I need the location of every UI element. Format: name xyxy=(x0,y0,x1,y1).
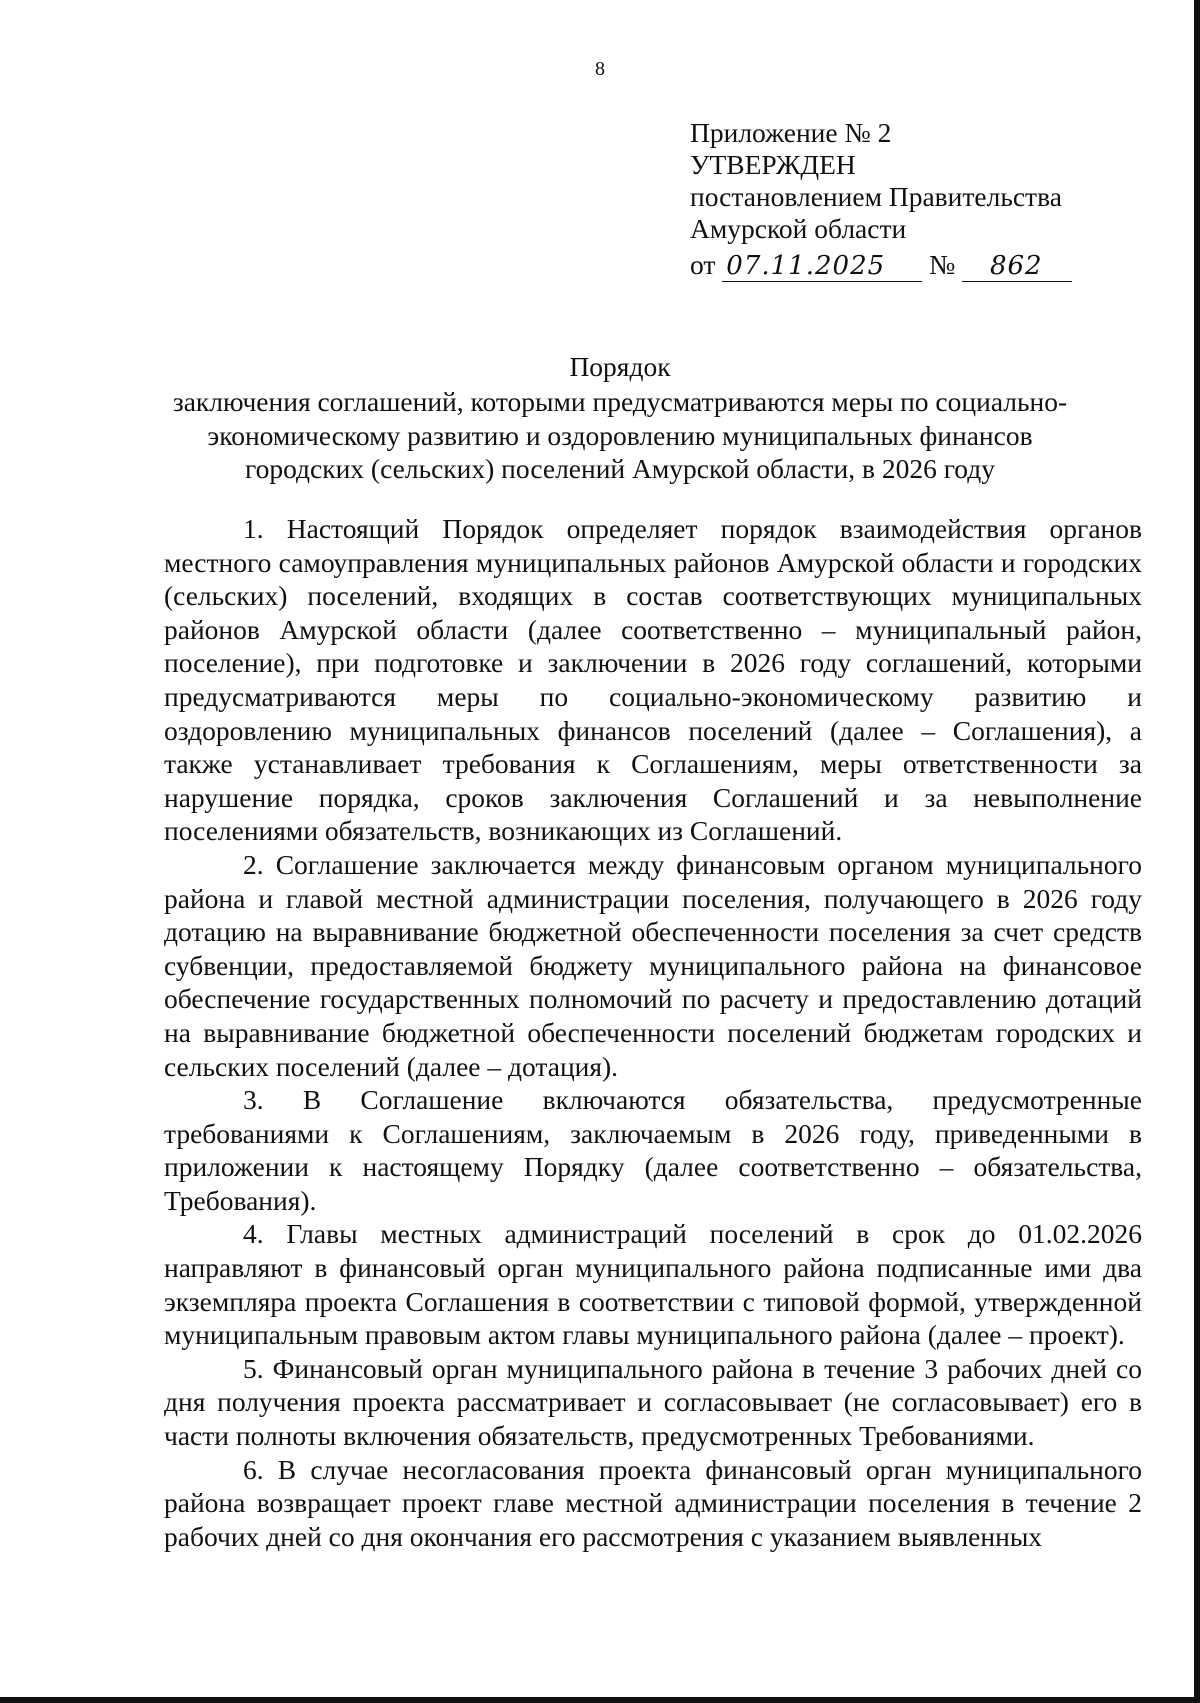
paragraph-5: 5. Финансовый орган муниципального района в течение 3 рабочих дней со дня получения проекта рассматривает и согласовывает (не согласовывает) его в части полноты включения обязательств, предусмотренных Требованиями. xyxy=(164,1352,1142,1452)
paragraph-3: 3. В Соглашение включаются обязательства, предусмотренные требованиями к Соглашениям, заключаемым в 2026 году, приведенными в приложении к настоящему Порядку (далее соответственно – обязательства, Требования). xyxy=(164,1084,1142,1216)
appendix-label: Приложение № 2 xyxy=(690,117,892,148)
paragraph-1: 1. Настоящий Порядок определяет порядок взаимодействия органов местного самоуправления муниципальных районов Амурской области и городских (сельских) поселений, входящих в состав соответствующих муниципальных районов Амурской области (далее соответственно – муниципальный район, поселение), при подготовке и заключении в 2026 году соглашений, которыми предусматриваются меры по социально-экономическому развитию и оздоровлению муниципальных финансов поселений (далее – Соглашения), а также устанавливает требования к Соглашениям, меры ответственности за нарушение порядка, сроков заключения Соглашений и за невыполнение поселениями обязательств, возникающих из Соглашений. xyxy=(164,513,1142,847)
handwritten-number: 862 xyxy=(962,251,1072,282)
date-prefix: от xyxy=(690,249,716,280)
paragraph-2: 2. Соглашение заключается между финансовым органом муниципального района и главой местной администрации поселения, получающего в 2026 году дотацию на выравнивание бюджетной обеспеченности поселения за счет средств субвенции, предоставляемой бюджету муниципального района на финансовое обеспечение государственных полномочий по расчету и предоставлению дотаций на выравнивание бюджетной обеспеченности поселений бюджетам городских и сельских поселений (далее – дотация). xyxy=(164,848,1142,1082)
approval-resolution-line: постановлением Правительства xyxy=(690,181,1062,212)
approval-region-line: Амурской области xyxy=(690,213,907,244)
paragraph-4: 4. Главы местных администраций поселений в срок до 01.02.2026 направляют в финансовый орган муниципального района подписанные ими два экземпляра проекта Соглашения в соответствии с типовой формой, утвержденной муниципальным правовым актом главы муниципального района (далее – проект). xyxy=(164,1218,1142,1351)
page-number: 8 xyxy=(595,58,605,80)
paragraph-6: 6. В случае несогласования проекта финансовый орган муниципального района возвращает проект главе местной администрации поселения в течение 2 рабочих дней со дня окончания его рассмотрения с указанием выявленных xyxy=(164,1453,1142,1552)
document-subtitle: заключения соглашений, которыми предусматриваются меры по социально-экономическому развитию и оздоровлению муниципальных финансов городских (сельских) поселений Амурской области, в 2026 году xyxy=(172,386,1068,484)
scan-border-bottom xyxy=(0,1697,1200,1703)
approval-date-line xyxy=(690,249,1110,282)
document-title: Порядок xyxy=(569,351,671,382)
approved-label: УТВЕРЖДЕН xyxy=(690,149,856,180)
scan-border-right xyxy=(1194,0,1200,1703)
approval-stamp-block xyxy=(690,117,1110,282)
handwritten-date: 07.11.2025 xyxy=(722,251,922,282)
document-body xyxy=(164,512,1142,1553)
number-sign: № xyxy=(929,249,956,280)
